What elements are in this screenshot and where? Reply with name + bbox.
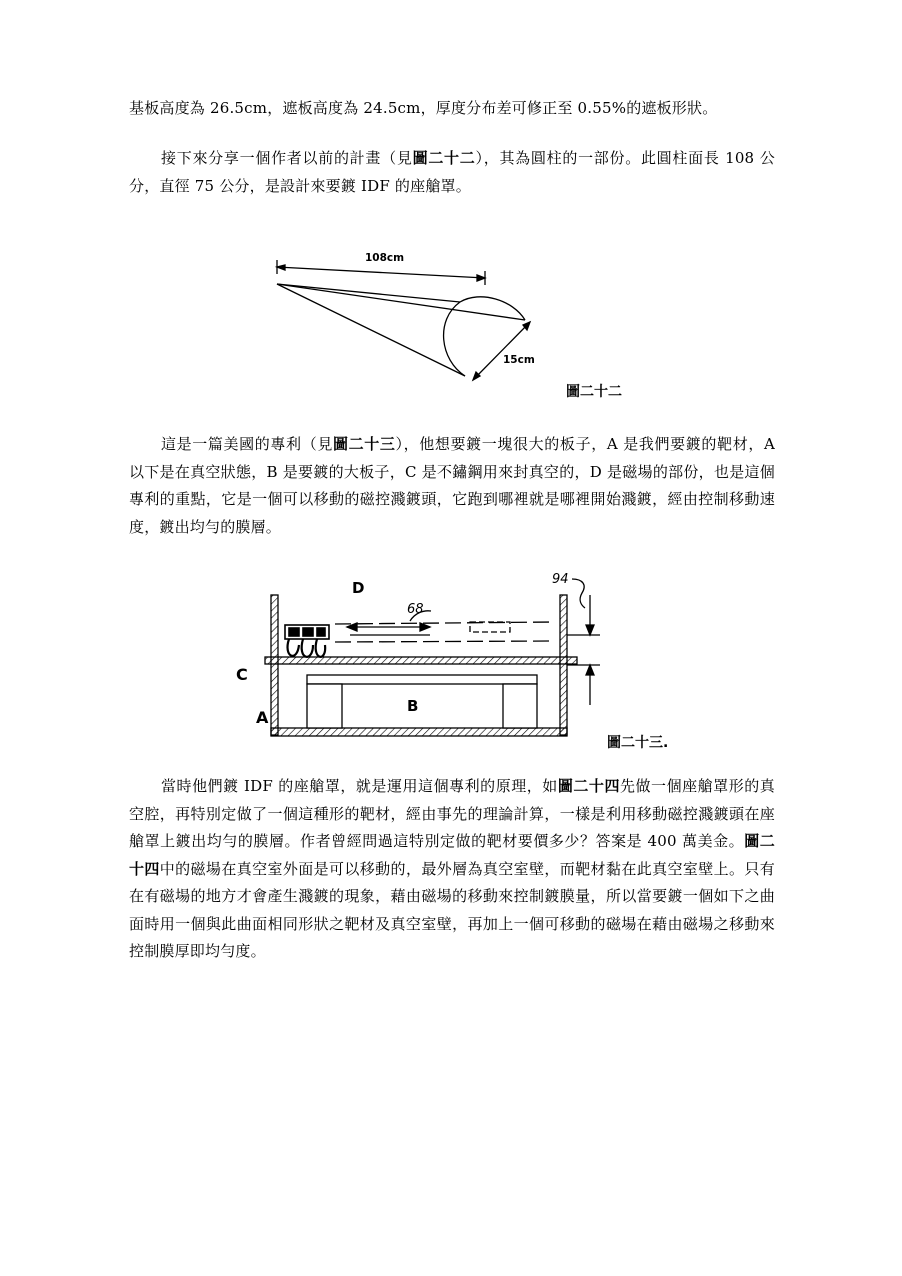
length-label: 108cm: [365, 252, 405, 264]
chamber-bottom-wall: [271, 728, 567, 736]
label-d: D: [352, 579, 365, 597]
figure-23-caption: 圖二十三.: [607, 735, 669, 751]
label-b: B: [407, 697, 419, 715]
figure-23-diagram: [225, 565, 615, 750]
paragraph-4-text-start: 當時他們鍍 IDF 的座艙罩，就是運用這個專利的原理，如: [161, 777, 558, 795]
width-dimension-line: [473, 322, 530, 380]
paragraph-3-text-end: ），他想要鍍一塊很大的板子，A 是我們要鍍的靶材，A 以下是在真空狀態，B 是要鍍的大板子，C 是不鏽鋼用來封真空的，D 是磁場的部份，也是這個專利的重點，它是一個可以移動的磁控濺鍍頭，它跑到哪裡就是哪裡開始濺鍍，經由控制移動速度，鍍出均勻的膜層。: [129, 435, 775, 536]
figure-24-reference-1: 圖二十四: [557, 777, 620, 795]
paragraph-4-text-end: 中的磁場在真空室外面是可以移動的，最外層為真空室壁，而靶材黏在此真空室壁上。只有在有磁場的地方才會產生濺鍍的現象，藉由磁場的移動來控制鍍膜量，所以當要鍍一個如下之曲面時用一個與此曲面相同形狀之靶材及真空室壁，再加上一個可移動的磁場在藉由磁場之移動來控制膜厚即均勻度。: [129, 859, 775, 960]
figure-22-caption: 圖二十二: [566, 384, 622, 400]
figure-23-reference: 圖二十三: [332, 435, 396, 453]
paragraph-3: [129, 431, 775, 541]
magnetron-head: [285, 625, 329, 657]
paragraph-4: [129, 773, 775, 966]
label-68: 68: [407, 602, 424, 617]
paragraph-3-text-start: 這是一篇美國的專利（見: [161, 435, 333, 453]
figure-24-reference-2: 圖二十四: [129, 832, 776, 878]
length-dimension-line: [277, 267, 485, 278]
paragraph-4-text-middle: 先做一個座艙罩形的真空腔，再特別定做了一個這種形的靶材，經由事先的理論計算，一樣是利用移動磁控濺鍍頭在座艙罩上鍍出均勻的膜層。作者曾經問過這特別定做的靶材要價多少？答案是 400 萬美金。: [129, 777, 775, 850]
label-c: C: [236, 665, 248, 684]
paragraph-2: [129, 145, 775, 200]
paragraph-1: [129, 95, 775, 123]
paragraph-2-text-end: ），其為圓柱的一部份。此圓柱面長 108 公分，直徑 75 公分，是設計來要鍍 IDF 的座艙罩。: [129, 149, 775, 195]
figure-22-diagram: [265, 240, 565, 390]
paragraph-1-text: 基板高度為 26.5cm，遮板高度為 24.5cm，厚度分布差可修正至 0.55%的遮板形狀。: [129, 99, 718, 117]
width-label: 15cm: [503, 354, 535, 366]
target-plate: [265, 657, 577, 664]
label-94: 94: [552, 572, 569, 587]
chamber-left-wall: [271, 595, 278, 735]
label-a: A: [256, 708, 269, 727]
chamber-right-wall: [560, 595, 567, 735]
figure-22-reference: 圖二十二: [412, 149, 476, 167]
substrate-board: [307, 675, 537, 684]
paragraph-2-text-start: 接下來分享一個作者以前的計畫（見: [161, 149, 413, 167]
